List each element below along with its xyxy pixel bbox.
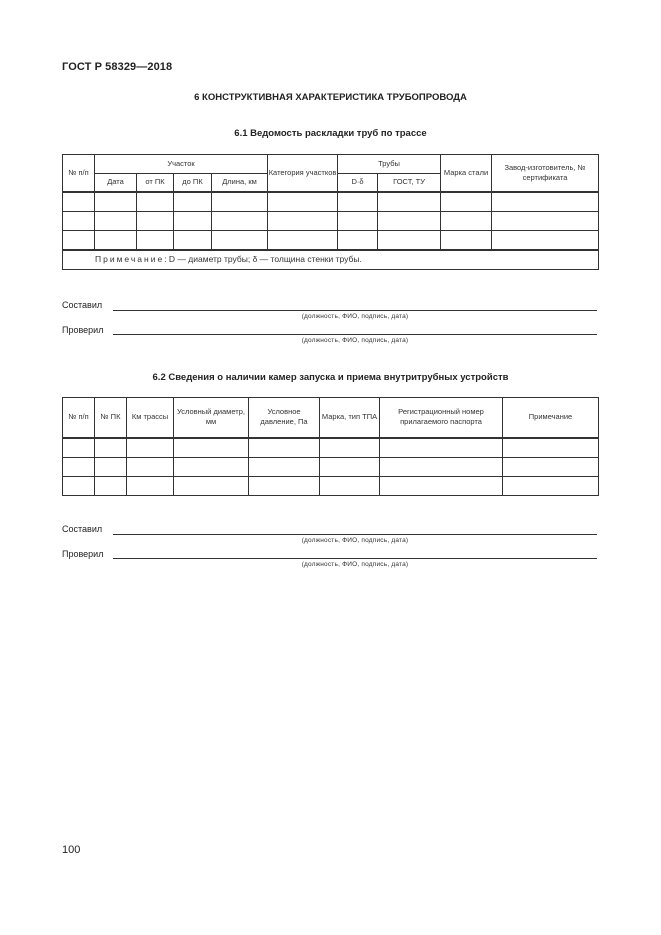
t2-header-num: № п/п	[63, 398, 95, 438]
t2-header-reg: Регистрационный номер прилагаемого паспорта	[380, 398, 503, 438]
checked-signature-line-2[interactable]	[113, 558, 597, 559]
compiled-label: Составил	[62, 300, 103, 310]
t2-header-pressure: Условное давление, Па	[249, 398, 320, 438]
table-row	[63, 230, 599, 250]
section-title: 6 КОНСТРУКТИВНАЯ ХАРАКТЕРИСТИКА ТРУБОПРОВОДА	[194, 92, 467, 103]
t1-header-pipes: Трубы	[338, 155, 441, 174]
compiled-signature-line[interactable]	[113, 310, 597, 311]
launch-chambers-table	[62, 397, 599, 496]
checked-signature-line[interactable]	[113, 334, 597, 335]
t1-header-category: Категория участков	[268, 155, 338, 192]
compiled-signature-line-2[interactable]	[113, 534, 597, 535]
compiled-hint-2: (должность, ФИО, подпись, дата)	[301, 537, 409, 544]
table-row	[63, 211, 599, 230]
t1-header-gost: ГОСТ, ТУ	[378, 174, 441, 192]
table-row	[63, 476, 599, 495]
compiled-hint: (должность, ФИО, подпись, дата)	[301, 313, 409, 320]
checked-label-2: Проверил	[62, 549, 104, 559]
t2-header-remark: Примечание	[503, 398, 599, 438]
note-label: Примечание	[95, 254, 165, 265]
t2-header-diameter: Условный диаметр, мм	[174, 398, 249, 438]
t2-header-pk: № ПК	[95, 398, 127, 438]
t1-header-num: № п/п	[63, 155, 95, 192]
pipe-layout-table	[62, 154, 599, 270]
t1-header-d-delta: D·δ	[338, 174, 378, 192]
t1-header-steel: Марка стали	[441, 155, 492, 192]
checked-hint-2: (должность, ФИО, подпись, дата)	[301, 561, 409, 568]
table1-title: 6.1 Ведомость раскладки труб по трассе	[234, 128, 427, 139]
t1-header-section: Участок	[95, 155, 268, 174]
table-note	[63, 250, 599, 270]
note-text: : D — диаметр трубы; δ — толщина стенки трубы.	[164, 254, 362, 265]
t2-header-brand: Марка, тип ТПА	[320, 398, 380, 438]
page-number: 100	[62, 844, 81, 856]
document-header: ГОСТ Р 58329—2018	[62, 61, 173, 73]
t1-header-maker: Завод-изготовитель, № сертификата	[492, 155, 599, 192]
table-row	[63, 438, 599, 458]
t1-header-length: Длина, км	[212, 174, 268, 192]
table-row	[63, 192, 599, 212]
table-row	[63, 457, 599, 476]
t1-header-to-pk: до ПК	[174, 174, 212, 192]
t1-header-date: Дата	[95, 174, 137, 192]
checked-hint: (должность, ФИО, подпись, дата)	[301, 337, 409, 344]
t1-header-from-pk: от ПК	[137, 174, 174, 192]
checked-label: Проверил	[62, 325, 104, 335]
table2-title: 6.2 Сведения о наличии камер запуска и приема внутритрубных устройств	[152, 372, 509, 383]
compiled-label-2: Составил	[62, 524, 103, 534]
t2-header-km: Км трассы	[127, 398, 174, 438]
